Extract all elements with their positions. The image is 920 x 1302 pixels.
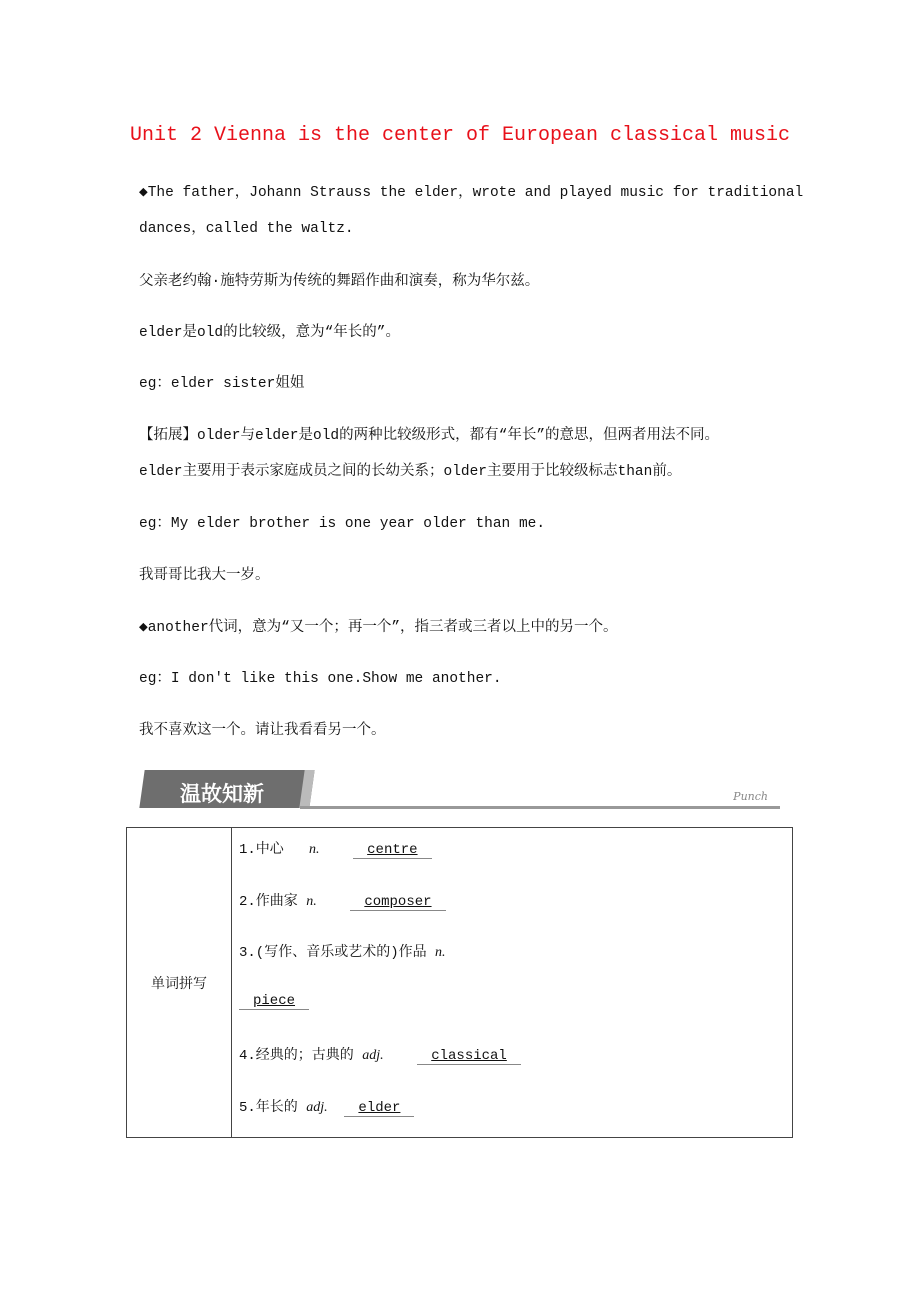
item-pos: n. [435,945,446,960]
banner-title: 温故知新 [180,782,264,806]
text-line: dances，called the waltz. [139,221,354,237]
text-line: elder是old的比较级，意为“年长的”。 [139,325,401,341]
text-line: 我哥哥比我大一岁。 [139,568,270,584]
item-prompt: 4.经典的；古典的 [239,1048,354,1064]
vocab-item [239,890,446,910]
item-answer: elder [344,1100,414,1117]
item-prompt: 3.(写作、音乐或艺术的)作品 [239,945,427,961]
section-banner [140,764,780,810]
vocab-item [239,1096,414,1116]
item-prompt: 5.年长的 [239,1100,298,1116]
text-line: eg：I don't like this one.Show me another. [139,671,502,687]
text-line: elder主要用于表示家庭成员之间的长幼关系；older主要用于比较级标志than前。 [139,464,682,480]
vocab-item-answer-line [239,993,309,1009]
text-line: ◆The father，Johann Strauss the elder，wrote and played music for traditional [139,185,804,201]
item-prompt: 2.作曲家 [239,894,298,910]
item-answer: composer [350,894,445,911]
text-line: ◆another代词，意为“又一个；再一个”，指三者或三者以上中的另一个。 [139,620,618,636]
text-line: 我不喜欢这一个。请让我看看另一个。 [139,723,386,739]
item-pos: n. [306,894,317,909]
banner-subtitle: Punch [733,790,768,803]
text-line: 父亲老约翰·施特劳斯为传统的舞蹈作曲和演奏，称为华尔兹。 [139,274,540,290]
table-items-cell [232,828,793,1138]
item-pos: n. [309,842,320,857]
item-answer: piece [239,993,309,1010]
item-pos: adj. [362,1048,384,1063]
text-line: 【拓展】older与elder是old的两种比较级形式，都有“年长”的意思，但两者用法不同。 [139,428,720,444]
item-answer: centre [353,842,431,859]
page-title: Unit 2 Vienna is the center of European classical music [129,124,791,147]
vocab-item [239,941,446,961]
item-pos: adj. [306,1100,328,1115]
item-answer: classical [417,1048,521,1065]
vocab-item [239,1044,521,1064]
text-line: eg：elder sister姐姐 [139,376,305,392]
item-prompt: 1.中心 [239,842,284,858]
divider [300,806,780,809]
table-header-cell: 单词拼写 [127,828,232,1138]
vocab-item [239,838,432,858]
text-line: eg：My elder brother is one year older than me. [139,516,546,532]
vocab-table [126,827,793,1138]
